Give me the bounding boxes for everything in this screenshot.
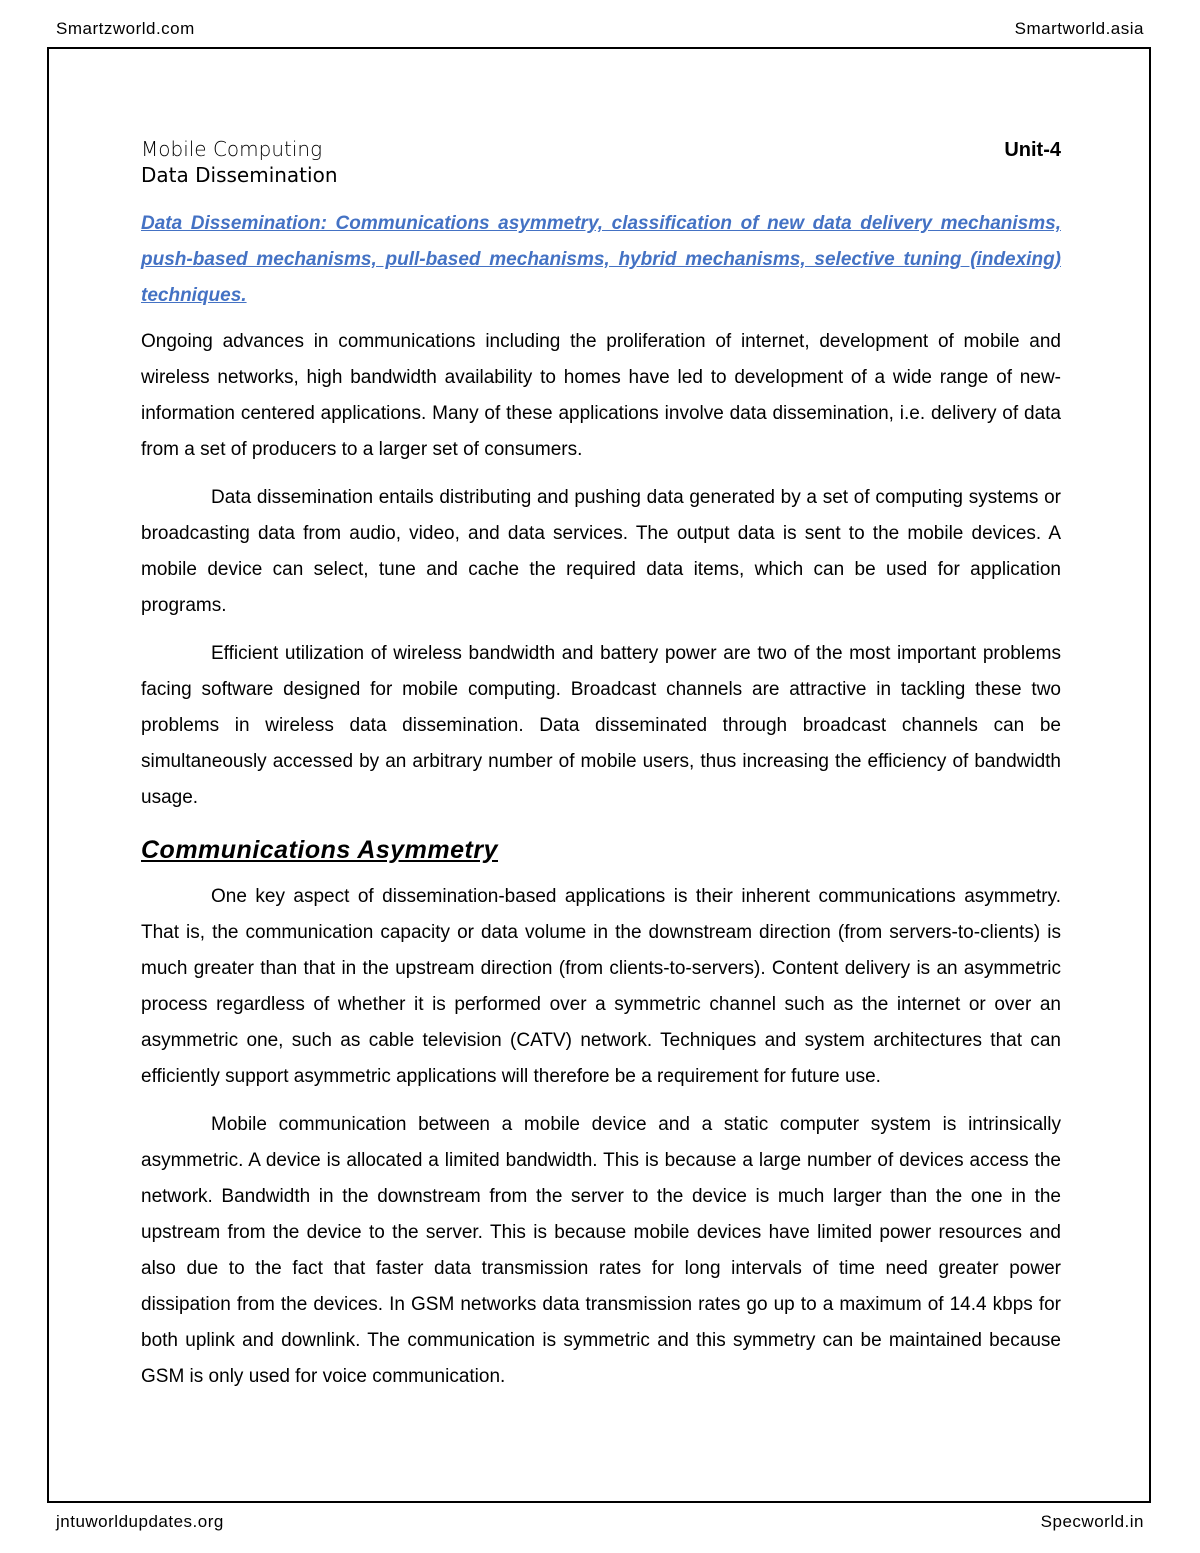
unit-label: Unit-4 [1004,139,1061,161]
topic-subtitle: Data Dissemination [141,163,338,187]
document-header [141,136,1061,162]
course-title: Mobile Computing [141,137,323,161]
paragraph-mobile-communication: Mobile communication between a mobile device and a static computer system is intrinsically asymmetric. A device is allocated a limited bandwidth. This is because a large number of devices access the network. Bandwidth in the downstream from the server to the device is much larger than the one in the upstream from the device to the server. This is because mobile devices have limited power resources and also due to the fact that faster data transmission rates for long intervals of time need greater power dissipation from the devices. In GSM networks data transmission rates go up to a maximum of 14.4 kbps for both uplink and downlink. The communication is symmetric and this symmetry can be maintained because GSM is only used for voice communication. [141,1114,1061,1387]
paragraph-data-dissemination: Data dissemination entails distributing and pushing data generated by a set of computing systems or broadcasting data from audio, video, and data services. The output data is sent to the mobile devices. A mobile device can select, tune and cache the required data items, which can be used for application programs. [141,487,1061,616]
header-site-right: Smartworld.asia [1014,19,1144,38]
header-site-left: Smartzworld.com [56,19,195,38]
footer-site-right: Specworld.in [1040,1512,1144,1531]
paragraph-asymmetry: One key aspect of dissemination-based applications is their inherent communications asymmetry. That is, the communication capacity or data volume in the downstream direction (from servers-to-clients) is much greater than that in the upstream direction (from clients-to-servers). Content delivery is an asymmetric process regardless of whether it is performed over a symmetric channel such as the internet or over an asymmetric one, such as cable television (CATV) network. Techniques and system architectures that can efficiently support asymmetric applications will therefore be a requirement for future use. [141,886,1061,1087]
footer-site-left: jntuworldupdates.org [56,1512,224,1531]
syllabus-topics: Data Dissemination: Communications asymmetry, classification of new data delivery mechanisms, push-based mechanisms, pull-based mechanisms, hybrid mechanisms, selective tuning (indexing) techniques. [141,213,1061,306]
paragraph-efficient-utilization: Efficient utilization of wireless bandwidth and battery power are two of the most important problems facing software designed for mobile computing. Broadcast channels are attractive in tackling these two problems in wireless data dissemination. Data disseminated through broadcast channels can be simultaneously accessed by an arbitrary number of mobile users, thus increasing the efficiency of bandwidth usage. [141,643,1061,808]
intro-paragraph: Ongoing advances in communications including the proliferation of internet, development of mobile and wireless networks, high bandwidth availability to homes have led to development of a wide range of new-information centered applications. Many of these applications involve data dissemination, i.e. delivery of data from a set of producers to a larger set of consumers. [141,331,1061,460]
page-content [141,136,1061,1395]
section-heading: Communications Asymmetry [141,836,498,864]
